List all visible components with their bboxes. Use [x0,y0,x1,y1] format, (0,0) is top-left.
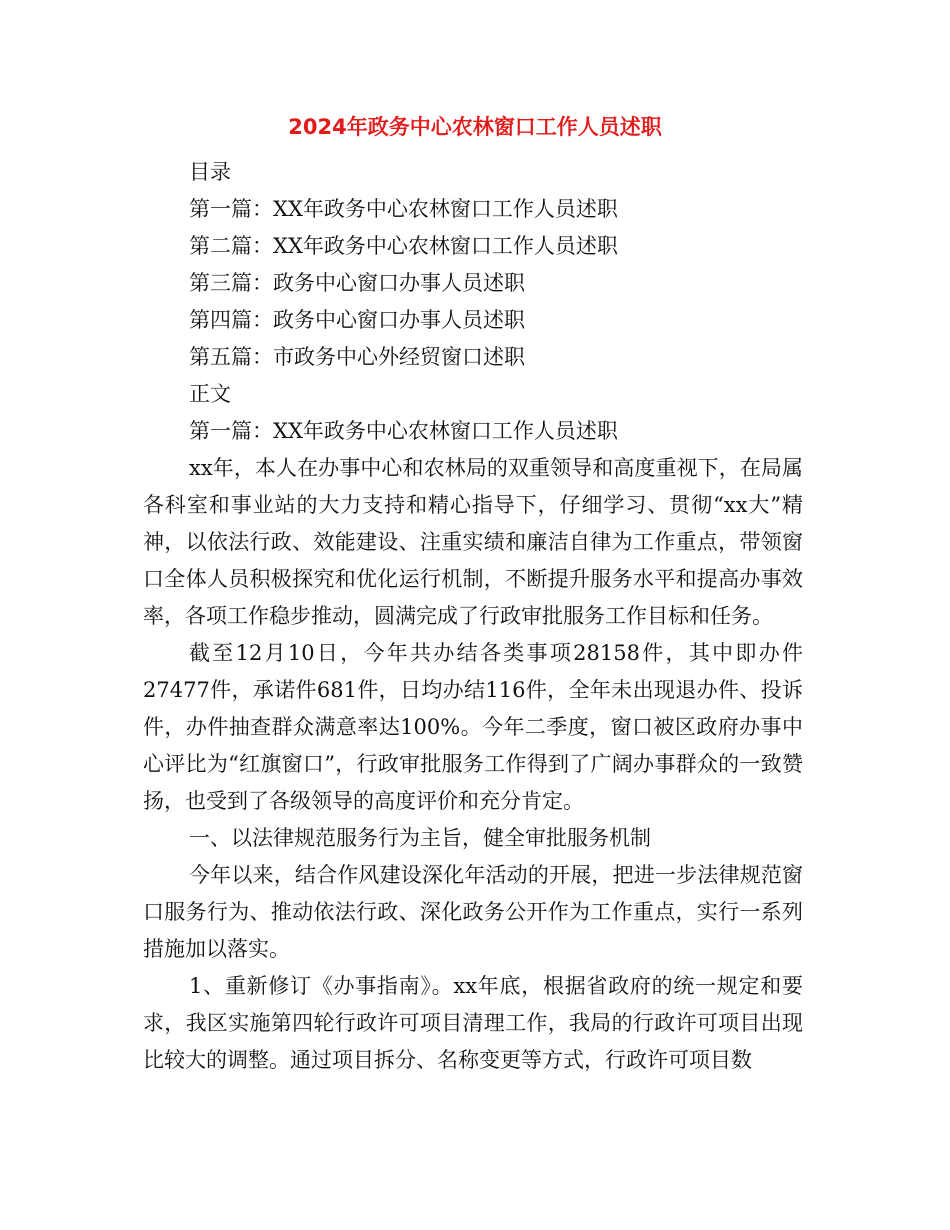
toc-item: 第二篇：XX年政务中心农林窗口工作人员述职 [189,234,618,258]
toc-item: 第五篇：市政务中心外经贸窗口述职 [189,345,525,369]
toc-heading: 目录 [189,160,231,184]
toc-item: 第四篇：政务中心窗口办事人员述职 [189,308,525,332]
document-body [143,154,803,1079]
paragraph: 1、重新修订《办事指南》。xx年底，根据省政府的统一规定和要求，我区实施第四轮行政许可项目清理工作，我局的行政许可项目出现比较大的调整。通过项目拆分、名称变更等方式，行政许可项目数 [143,974,803,1072]
paragraph: 今年以来，结合作风建设深化年活动的开展，把进一步法律规范窗口服务行为、推动依法行政、深化政务公开作为工作重点，实行一系列措施加以落实。 [143,863,803,961]
section-title: 第一篇：XX年政务中心农林窗口工作人员述职 [189,419,618,443]
subheading: 一、以法律规范服务行为主旨，健全审批服务机制 [189,826,651,850]
paragraph: xx年，本人在办事中心和农林局的双重领导和高度重视下，在局属各科室和事业站的大力支持和精心指导下，仔细学习、贯彻“xx大”精神，以依法行政、效能建设、注重实绩和廉洁自律为工作重点，带领窗口全体人员积极探究和优化运行机制，不断提升服务水平和提高办事效率，各项工作稳步推动，圆满完成了行政审批服务工作目标和任务。 [143,456,803,628]
body-heading: 正文 [189,382,231,406]
toc-item: 第一篇：XX年政务中心农林窗口工作人员述职 [189,197,618,221]
toc-item: 第三篇：政务中心窗口办事人员述职 [189,271,525,295]
paragraph: 截至12月10日，今年共办结各类事项28158件，其中即办件27477件，承诺件681件，日均办结116件，全年未出现退办件、投诉件，办件抽查群众满意率达100%。今年二季度，窗口被区政府办事中心评比为“红旗窗口”，行政审批服务工作得到了广阔办事群众的一致赞扬，也受到了各级领导的高度评价和充分肯定。 [143,641,803,813]
document-title: 2024年政务中心农林窗口工作人员述职 [288,115,662,139]
